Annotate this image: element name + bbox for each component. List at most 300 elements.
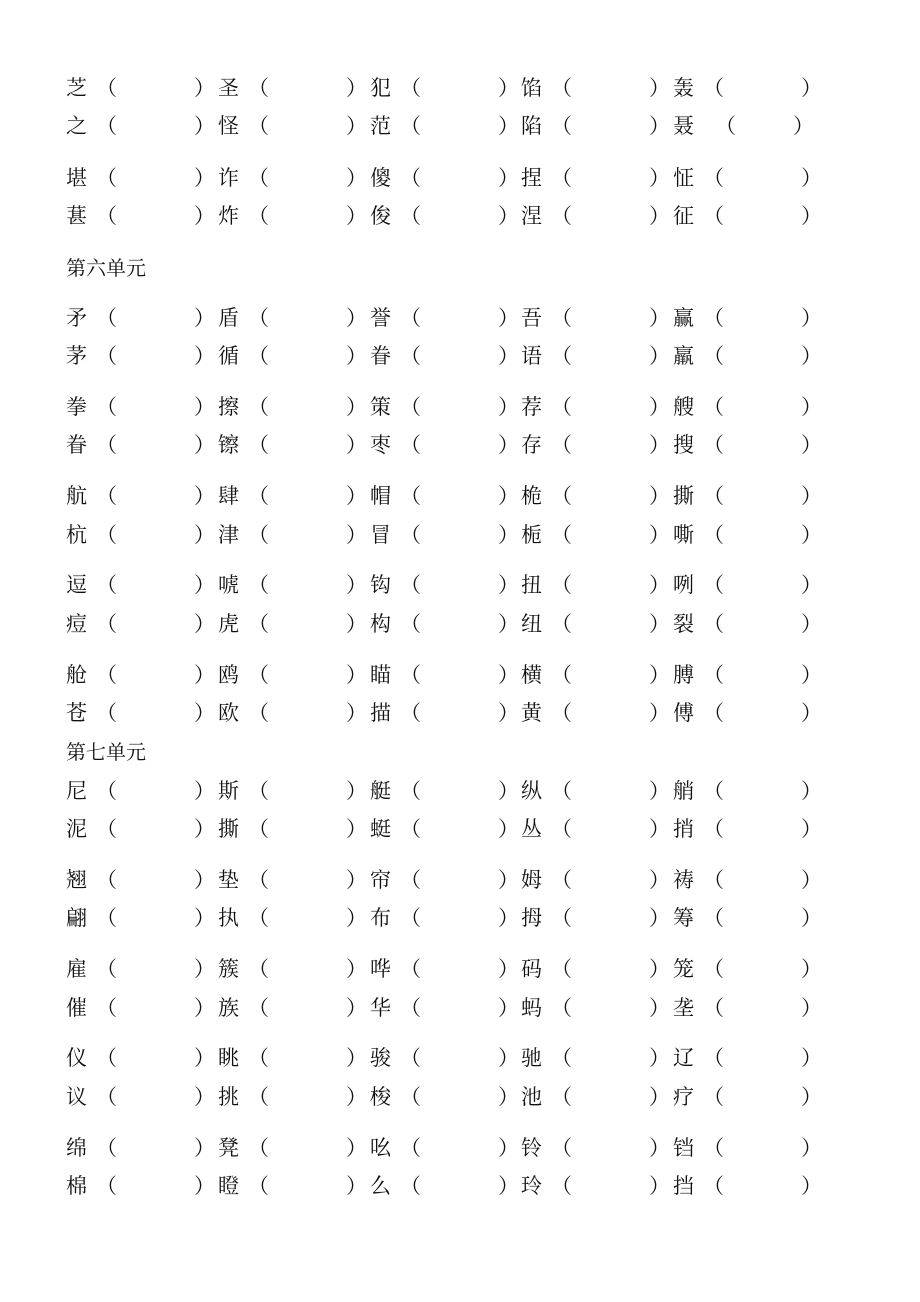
close-paren: ） [346, 306, 367, 330]
open-paren: （ [551, 701, 572, 725]
chinese-character: 膊 [673, 663, 694, 687]
chinese-character: 纽 [521, 612, 542, 636]
open-paren: （ [551, 663, 572, 687]
open-paren: （ [551, 76, 572, 100]
chinese-character: 辽 [673, 1046, 694, 1070]
chinese-character: 鸥 [218, 663, 239, 687]
close-paren: ） [649, 204, 670, 228]
exercise-row [0, 1043, 920, 1073]
exercise-row [0, 481, 920, 511]
open-paren: （ [248, 1136, 269, 1160]
open-paren: （ [400, 523, 421, 547]
close-paren: ） [801, 868, 822, 892]
open-paren: （ [400, 1046, 421, 1070]
close-paren: ） [194, 523, 215, 547]
open-paren: （ [400, 114, 421, 138]
open-paren: （ [400, 573, 421, 597]
chinese-character: 肆 [218, 484, 239, 508]
exercise-row [0, 73, 920, 103]
close-paren: ） [498, 114, 519, 138]
chinese-character: 拳 [66, 395, 87, 419]
exercise-row [0, 903, 920, 933]
open-paren: （ [96, 344, 117, 368]
open-paren: （ [248, 1174, 269, 1198]
close-paren: ） [801, 612, 822, 636]
chinese-character: 艇 [370, 779, 391, 803]
close-paren: ） [498, 957, 519, 981]
close-paren: ） [194, 957, 215, 981]
open-paren: （ [248, 868, 269, 892]
chinese-character: 撕 [673, 484, 694, 508]
chinese-character: 垄 [673, 996, 694, 1020]
chinese-character: 逗 [66, 573, 87, 597]
open-paren: （ [551, 204, 572, 228]
open-paren: （ [248, 306, 269, 330]
close-paren: ） [194, 166, 215, 190]
chinese-character: 码 [521, 957, 542, 981]
open-paren: （ [703, 344, 724, 368]
close-paren: ） [649, 1046, 670, 1070]
close-paren: ） [194, 868, 215, 892]
open-paren: （ [248, 1085, 269, 1109]
chinese-character: 搜 [673, 433, 694, 457]
chinese-character: 驰 [521, 1046, 542, 1070]
chinese-character: 哗 [370, 957, 391, 981]
close-paren: ） [498, 573, 519, 597]
chinese-character: 绵 [66, 1136, 87, 1160]
close-paren: ） [801, 906, 822, 930]
open-paren: （ [96, 573, 117, 597]
chinese-character: 苍 [66, 701, 87, 725]
chinese-character: 圣 [218, 76, 239, 100]
open-paren: （ [248, 395, 269, 419]
close-paren: ） [498, 433, 519, 457]
open-paren: （ [400, 1085, 421, 1109]
open-paren: （ [400, 484, 421, 508]
open-paren: （ [96, 701, 117, 725]
open-paren: （ [703, 76, 724, 100]
open-paren: （ [400, 906, 421, 930]
exercise-row [0, 865, 920, 895]
open-paren: （ [551, 433, 572, 457]
open-paren: （ [703, 306, 724, 330]
chinese-character: 诈 [218, 166, 239, 190]
open-paren: （ [248, 906, 269, 930]
open-paren: （ [400, 166, 421, 190]
close-paren: ） [194, 817, 215, 841]
chinese-character: 垫 [218, 868, 239, 892]
chinese-character: 蚂 [521, 996, 542, 1020]
close-paren: ） [649, 433, 670, 457]
open-paren: （ [551, 573, 572, 597]
close-paren: ） [346, 996, 367, 1020]
chinese-character: 津 [218, 523, 239, 547]
close-paren: ） [649, 996, 670, 1020]
open-paren: （ [551, 1046, 572, 1070]
chinese-character: 陷 [521, 114, 542, 138]
chinese-character: 怔 [673, 166, 694, 190]
exercise-row [0, 776, 920, 806]
open-paren: （ [703, 868, 724, 892]
chinese-character: 捎 [673, 817, 694, 841]
open-paren: （ [248, 957, 269, 981]
exercise-row [0, 570, 920, 600]
close-paren: ） [801, 433, 822, 457]
close-paren: ） [194, 1136, 215, 1160]
open-paren: （ [400, 395, 421, 419]
close-paren: ） [194, 1174, 215, 1198]
chinese-character: 循 [218, 344, 239, 368]
open-paren: （ [96, 1174, 117, 1198]
close-paren: ） [346, 395, 367, 419]
open-paren: （ [703, 1174, 724, 1198]
chinese-character: 族 [218, 996, 239, 1020]
close-paren: ） [346, 76, 367, 100]
chinese-character: 翩 [66, 906, 87, 930]
close-paren: ） [346, 114, 367, 138]
open-paren: （ [248, 114, 269, 138]
open-paren: （ [551, 1174, 572, 1198]
chinese-character: 玲 [521, 1174, 542, 1198]
open-paren: （ [551, 996, 572, 1020]
open-paren: （ [248, 817, 269, 841]
open-paren: （ [551, 957, 572, 981]
close-paren: ） [346, 868, 367, 892]
close-paren: ） [801, 395, 822, 419]
chinese-character: 涅 [521, 204, 542, 228]
close-paren: ） [346, 779, 367, 803]
chinese-character: 构 [370, 612, 391, 636]
chinese-character: 聂 [673, 114, 694, 138]
close-paren: ） [346, 433, 367, 457]
open-paren: （ [400, 701, 421, 725]
chinese-character: 挡 [673, 1174, 694, 1198]
open-paren: （ [96, 1136, 117, 1160]
close-paren: ） [346, 817, 367, 841]
open-paren: （ [96, 817, 117, 841]
chinese-character: 簇 [218, 957, 239, 981]
exercise-row [0, 163, 920, 193]
close-paren: ） [649, 817, 670, 841]
open-paren: （ [96, 1046, 117, 1070]
chinese-character: 翘 [66, 868, 87, 892]
open-paren: （ [703, 612, 724, 636]
close-paren: ） [498, 166, 519, 190]
open-paren: （ [400, 1136, 421, 1160]
close-paren: ） [801, 344, 822, 368]
close-paren: ） [346, 204, 367, 228]
close-paren: ） [498, 1136, 519, 1160]
close-paren: ） [801, 996, 822, 1020]
close-paren: ） [346, 344, 367, 368]
open-paren: （ [96, 523, 117, 547]
open-paren: （ [248, 204, 269, 228]
open-paren: （ [96, 996, 117, 1020]
close-paren: ） [498, 868, 519, 892]
close-paren: ） [346, 484, 367, 508]
close-paren: ） [346, 612, 367, 636]
chinese-character: 枣 [370, 433, 391, 457]
open-paren: （ [400, 344, 421, 368]
chinese-character: 骏 [370, 1046, 391, 1070]
close-paren: ） [801, 779, 822, 803]
close-paren: ） [498, 395, 519, 419]
close-paren: ） [194, 306, 215, 330]
open-paren: （ [248, 76, 269, 100]
close-paren: ） [649, 484, 670, 508]
chinese-character: 疗 [673, 1085, 694, 1109]
chinese-character: 扭 [521, 573, 542, 597]
close-paren: ） [649, 114, 670, 138]
chinese-character: 凳 [218, 1136, 239, 1160]
exercise-row [0, 954, 920, 984]
chinese-character: 征 [673, 204, 694, 228]
close-paren: ） [346, 166, 367, 190]
close-paren: ） [498, 1046, 519, 1070]
open-paren: （ [703, 523, 724, 547]
exercise-row [0, 993, 920, 1023]
open-paren: （ [248, 612, 269, 636]
chinese-character: 笼 [673, 957, 694, 981]
exercise-row [0, 660, 920, 690]
chinese-character: 执 [218, 906, 239, 930]
close-paren: ） [649, 612, 670, 636]
open-paren: （ [703, 204, 724, 228]
close-paren: ） [194, 996, 215, 1020]
open-paren: （ [703, 1136, 724, 1160]
chinese-character: 雇 [66, 957, 87, 981]
chinese-character: 轰 [673, 76, 694, 100]
open-paren: （ [96, 433, 117, 457]
chinese-character: 矛 [66, 306, 87, 330]
close-paren: ） [801, 573, 822, 597]
close-paren: ） [498, 76, 519, 100]
chinese-character: 黄 [521, 701, 542, 725]
chinese-character: 虎 [218, 612, 239, 636]
close-paren: ） [194, 612, 215, 636]
close-paren: ） [194, 114, 215, 138]
chinese-character: 议 [66, 1085, 87, 1109]
chinese-character: 语 [521, 344, 542, 368]
close-paren: ） [346, 957, 367, 981]
close-paren: ） [793, 114, 814, 138]
close-paren: ） [801, 484, 822, 508]
exercise-row [0, 303, 920, 333]
chinese-character: 策 [370, 395, 391, 419]
open-paren: （ [551, 395, 572, 419]
close-paren: ） [346, 906, 367, 930]
exercise-row [0, 814, 920, 844]
chinese-character: 池 [521, 1085, 542, 1109]
close-paren: ） [801, 204, 822, 228]
close-paren: ） [649, 1136, 670, 1160]
open-paren: （ [400, 612, 421, 636]
chinese-character: 唬 [218, 573, 239, 597]
close-paren: ） [801, 523, 822, 547]
open-paren: （ [248, 573, 269, 597]
close-paren: ） [498, 996, 519, 1020]
open-paren: （ [703, 996, 724, 1020]
open-paren: （ [248, 433, 269, 457]
close-paren: ） [194, 344, 215, 368]
open-paren: （ [400, 76, 421, 100]
open-paren: （ [703, 779, 724, 803]
close-paren: ） [346, 1046, 367, 1070]
open-paren: （ [551, 484, 572, 508]
open-paren: （ [96, 868, 117, 892]
open-paren: （ [400, 996, 421, 1020]
open-paren: （ [400, 204, 421, 228]
chinese-character: 筹 [673, 906, 694, 930]
chinese-character: 钩 [370, 573, 391, 597]
close-paren: ） [498, 1085, 519, 1109]
chinese-character: 馅 [521, 76, 542, 100]
close-paren: ） [498, 779, 519, 803]
chinese-character: 羸 [673, 344, 694, 368]
exercise-row [0, 111, 920, 141]
open-paren: （ [400, 817, 421, 841]
chinese-character: 欧 [218, 701, 239, 725]
open-paren: （ [248, 523, 269, 547]
close-paren: ） [346, 573, 367, 597]
close-paren: ） [194, 663, 215, 687]
close-paren: ） [194, 779, 215, 803]
close-paren: ） [194, 1046, 215, 1070]
exercise-row [0, 1171, 920, 1201]
close-paren: ） [649, 1085, 670, 1109]
open-paren: （ [96, 484, 117, 508]
open-paren: （ [703, 663, 724, 687]
open-paren: （ [703, 701, 724, 725]
chinese-character: 布 [370, 906, 391, 930]
section-heading [0, 253, 920, 283]
chinese-character: 盾 [218, 306, 239, 330]
close-paren: ） [649, 906, 670, 930]
open-paren: （ [248, 701, 269, 725]
close-paren: ） [498, 1174, 519, 1198]
close-paren: ） [194, 204, 215, 228]
close-paren: ） [801, 817, 822, 841]
open-paren: （ [703, 166, 724, 190]
open-paren: （ [703, 433, 724, 457]
close-paren: ） [801, 1085, 822, 1109]
open-paren: （ [248, 1046, 269, 1070]
chinese-character: 擦 [218, 395, 239, 419]
open-paren: （ [96, 306, 117, 330]
chinese-character: 赢 [673, 306, 694, 330]
close-paren: ） [649, 76, 670, 100]
open-paren: （ [400, 957, 421, 981]
open-paren: （ [400, 1174, 421, 1198]
chinese-character: 挑 [218, 1085, 239, 1109]
close-paren: ） [346, 1174, 367, 1198]
chinese-character: 桅 [521, 484, 542, 508]
chinese-character: 么 [370, 1174, 391, 1198]
open-paren: （ [715, 114, 736, 138]
section-heading [0, 737, 920, 767]
open-paren: （ [400, 779, 421, 803]
open-paren: （ [96, 779, 117, 803]
open-paren: （ [703, 1085, 724, 1109]
open-paren: （ [703, 957, 724, 981]
section-heading-text: 第六单元 [66, 256, 146, 280]
close-paren: ） [194, 433, 215, 457]
close-paren: ） [498, 612, 519, 636]
close-paren: ） [801, 957, 822, 981]
chinese-character: 纵 [521, 779, 542, 803]
open-paren: （ [96, 663, 117, 687]
open-paren: （ [551, 612, 572, 636]
close-paren: ） [498, 484, 519, 508]
close-paren: ） [194, 1085, 215, 1109]
exercise-row [0, 341, 920, 371]
chinese-character: 斯 [218, 779, 239, 803]
chinese-character: 炸 [218, 204, 239, 228]
open-paren: （ [551, 166, 572, 190]
open-paren: （ [551, 868, 572, 892]
close-paren: ） [649, 573, 670, 597]
close-paren: ） [498, 663, 519, 687]
chinese-character: 荐 [521, 395, 542, 419]
chinese-character: 镲 [218, 433, 239, 457]
close-paren: ） [346, 701, 367, 725]
chinese-character: 泥 [66, 817, 87, 841]
chinese-character: 蜓 [370, 817, 391, 841]
open-paren: （ [96, 76, 117, 100]
chinese-character: 瞪 [218, 1174, 239, 1198]
section-heading-text: 第七单元 [66, 740, 146, 764]
chinese-character: 祷 [673, 868, 694, 892]
open-paren: （ [96, 166, 117, 190]
chinese-character: 咧 [673, 573, 694, 597]
chinese-character: 华 [370, 996, 391, 1020]
close-paren: ） [498, 906, 519, 930]
close-paren: ） [498, 306, 519, 330]
open-paren: （ [400, 663, 421, 687]
open-paren: （ [703, 906, 724, 930]
chinese-character: 犯 [370, 76, 391, 100]
chinese-character: 堪 [66, 166, 87, 190]
chinese-character: 俊 [370, 204, 391, 228]
close-paren: ） [649, 344, 670, 368]
chinese-character: 怪 [218, 114, 239, 138]
close-paren: ） [194, 906, 215, 930]
open-paren: （ [551, 344, 572, 368]
chinese-character: 舱 [66, 663, 87, 687]
chinese-character: 眷 [66, 433, 87, 457]
chinese-character: 铃 [521, 1136, 542, 1160]
open-paren: （ [400, 306, 421, 330]
close-paren: ） [194, 76, 215, 100]
close-paren: ） [649, 868, 670, 892]
chinese-character: 铛 [673, 1136, 694, 1160]
close-paren: ） [801, 701, 822, 725]
chinese-character: 眺 [218, 1046, 239, 1070]
chinese-character: 嘶 [673, 523, 694, 547]
chinese-character: 帽 [370, 484, 391, 508]
close-paren: ） [498, 701, 519, 725]
close-paren: ） [498, 523, 519, 547]
close-paren: ） [649, 306, 670, 330]
close-paren: ） [649, 523, 670, 547]
open-paren: （ [551, 906, 572, 930]
chinese-character: 梭 [370, 1085, 391, 1109]
close-paren: ） [649, 395, 670, 419]
open-paren: （ [551, 1085, 572, 1109]
close-paren: ） [498, 344, 519, 368]
open-paren: （ [248, 779, 269, 803]
chinese-character: 傻 [370, 166, 391, 190]
